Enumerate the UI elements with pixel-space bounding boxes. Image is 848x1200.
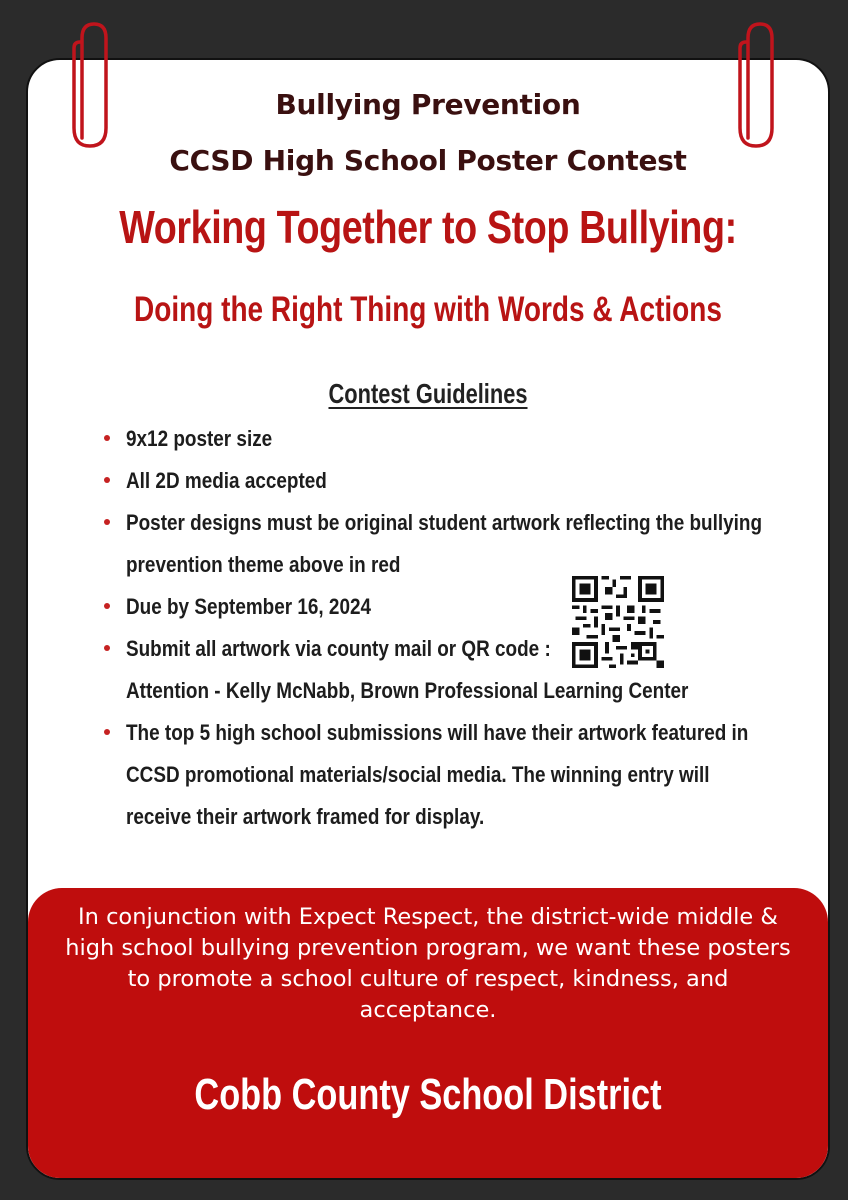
header-line-1: Bullying Prevention bbox=[275, 88, 581, 121]
district-name: Cobb County School District bbox=[194, 1070, 662, 1119]
qr-code-icon[interactable] bbox=[572, 576, 664, 668]
guidelines-title: Contest Guidelines bbox=[328, 378, 528, 409]
attention-line: Attention - Kelly McNabb, Brown Professional Learning Center bbox=[126, 678, 689, 703]
header-line-2: CCSD High School Poster Contest bbox=[169, 144, 687, 177]
list-item: Submit all artwork via county mail or QR code : Attention - Kelly McNabb, Brown Professional Learning Center bbox=[100, 628, 790, 712]
list-item: Due by September 16, 2024 bbox=[100, 586, 790, 628]
footer-message: In conjunction with Expect Respect, the district-wide middle & high school bullying prevention program, we want these posters to promote a school culture of respect, kindness, and acceptance. bbox=[65, 904, 791, 1023]
paperclip-icon bbox=[730, 18, 780, 153]
theme-subtitle: Doing the Right Thing with Words & Actions bbox=[134, 290, 722, 329]
poster-card bbox=[26, 58, 830, 1180]
list-item: Poster designs must be original student artwork reflecting the bullying prevention theme above in red bbox=[100, 502, 790, 586]
bullet-icon bbox=[104, 519, 110, 525]
list-item: 9x12 poster size bbox=[100, 418, 790, 460]
guidelines-list bbox=[100, 418, 790, 838]
footer-banner bbox=[28, 888, 828, 1178]
list-item: All 2D media accepted bbox=[100, 460, 790, 502]
bullet-icon bbox=[104, 729, 110, 735]
bullet-icon bbox=[104, 435, 110, 441]
list-item: The top 5 high school submissions will have their artwork featured in CCSD promotional materials/social media. The winning entry will receive their artwork framed for display. bbox=[100, 712, 790, 838]
bullet-icon bbox=[104, 603, 110, 609]
bullet-icon bbox=[104, 477, 110, 483]
paperclip-icon bbox=[64, 18, 114, 153]
bullet-icon bbox=[104, 645, 110, 651]
theme-title: Working Together to Stop Bullying: bbox=[119, 201, 737, 253]
